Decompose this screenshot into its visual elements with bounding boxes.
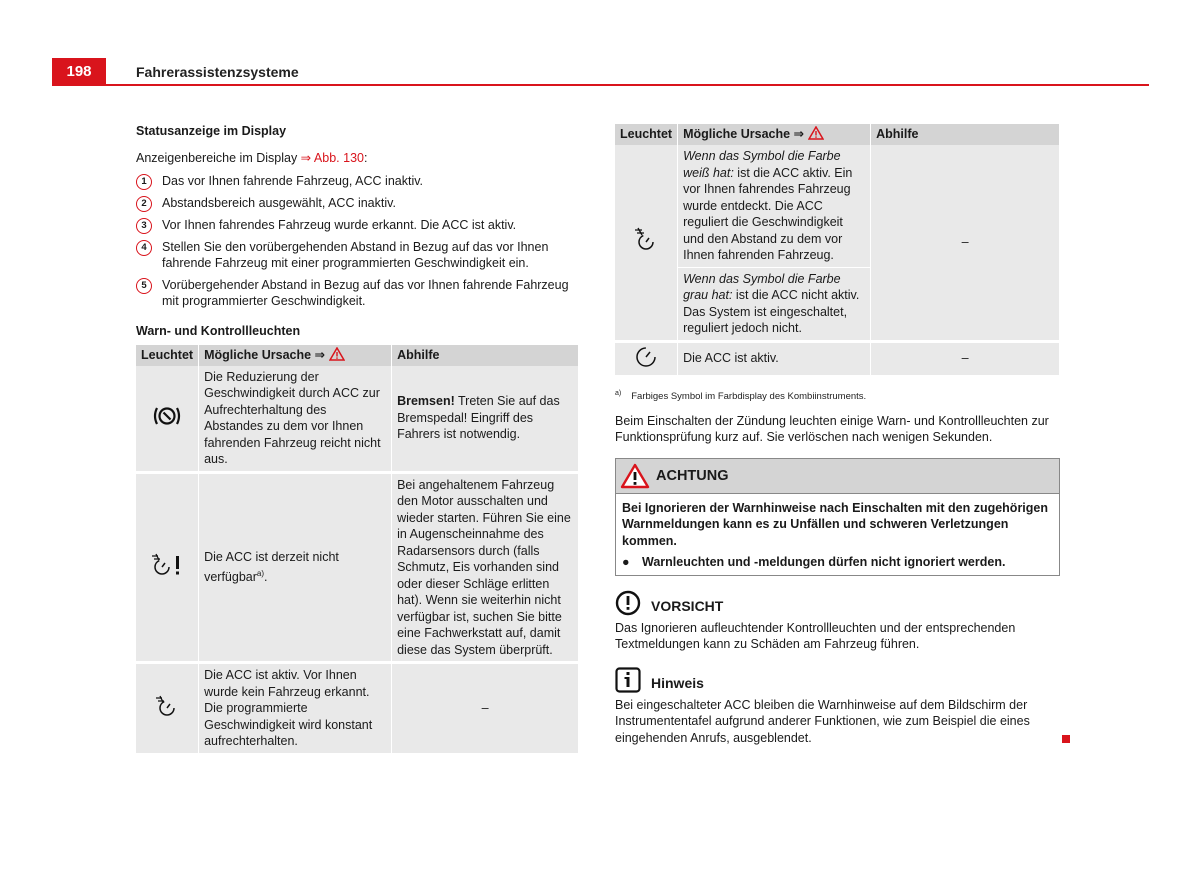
list-item: ● Warnleuchten und -meldungen dürfen nicht ignoriert werden. [622,555,1006,570]
icon-cell [136,663,199,755]
info-icon [615,667,641,693]
warn-lights-table [136,345,579,756]
achtung-box [615,458,1060,576]
column-header-ursache: Mögliche Ursache ⇒ [199,345,392,366]
display-intro: Anzeigenbereiche im Display ⇒ Abb. 130: [136,151,368,165]
warning-triangle-icon [808,126,824,140]
list-item: 1 Das vor Ihnen fahrende Fahrzeug, ACC inaktiv. [136,173,579,190]
footnote: $^{a)}$ Farbiges Symbol im Farbdisplay des Kombiinstruments. [615,389,867,402]
left-column [136,124,579,756]
table-row [136,472,579,663]
hinweis-title: Hinweis [651,674,704,691]
acc-brake-icon [152,404,182,428]
column-header-leuchtet: Leuchtet [615,124,678,145]
remedy-cell: Bremsen! Treten Sie auf das Bremspedal! Eingriff des Fahrers ist notwendig. [392,366,579,473]
icon-cell [615,341,678,376]
cause-cell: Die ACC ist aktiv. Vor Ihnen wurde kein Fahrzeug erkannt. Die programmierte Geschwindigkeit wird konstant aufrechterhalten. [199,663,392,755]
remedy-cell: – [392,663,579,755]
table-row [136,366,579,473]
page-number: 198 [52,58,106,86]
callout-number: 2 [136,196,152,212]
icon-cell [615,145,678,341]
hinweis-header [615,667,1060,693]
status-heading: Statusanzeige im Display [136,124,287,138]
list-item: 4 Stellen Sie den vorübergehenden Abstand in Bezug auf das vor Ihnen fahrende Fahrzeug mit einer programmierten Geschwindigkeit ein. [136,239,579,272]
vorsicht-header [615,590,1060,616]
status-lights-table [615,124,1060,378]
list-item: 2 Abstandsbereich ausgewählt, ACC inaktiv. [136,195,579,212]
vorsicht-body: Das Ignorieren aufleuchtender Kontrollleuchten und der entsprechenden Textmeldungen kann zu Schäden am Fahrzeug führen. [615,620,1016,652]
display-area-list [136,173,579,310]
acc-fault-icon [150,552,184,578]
remedy-cell: – [871,145,1060,341]
cause-cell: Die ACC ist aktiv. [678,341,871,376]
warning-triangle-icon [329,347,345,361]
right-column [615,124,1060,746]
cause-cell: Die Reduzierung der Geschwindigkeit durch ACC zur Aufrechterhaltung des Abstandes zu dem vor Ihnen fahrenden Fahrzeug reicht nicht aus. [199,366,392,473]
icon-cell [136,366,199,473]
callout-number: 1 [136,174,152,190]
section-title: Fahrerassistenzsysteme [136,64,299,80]
cause-cell: Die ACC ist derzeit nicht verfügbar$^{a)}$. [199,472,392,663]
ignition-text: Beim Einschalten der Zündung leuchten einige Warn- und Kontrollleuchten zur Funktionsprüfung kurz auf. Sie verlöschen nach wenigen Sekunden. [615,413,1049,445]
table-row [136,663,579,755]
callout-number: 5 [136,278,152,294]
exclamation-circle-icon [615,590,641,616]
achtung-title: ACHTUNG [656,467,729,484]
column-header-abhilfe: Abhilfe [871,124,1060,145]
remedy-cell: Bei angehaltenem Fahrzeug den Motor ausschalten und wieder starten. Führen Sie eine in Augenscheinnahme des Radarsensors durch (falls Schmutz, Eis vorhanden sind oder dieser Schläge erlitten hat). Wenn sie weiterhin nicht verfügbar ist, suchen Sie bitte eine Fachwerkstatt auf, damit diese das System überprüft. [392,472,579,663]
remedy-cell: – [871,341,1060,376]
cause-cell: Wenn das Symbol die Farbe weiß hat: ist die ACC aktiv. Ein vor Ihnen fahrendes Fahrzeug wurde entdeckt. Die ACC reguliert die Geschwindigkeit und den Abstand zu dem vor Ihnen fahrenden Fahrzeug. [678,145,871,267]
header-rule [106,84,1149,86]
acc-no-vehicle-icon [152,694,182,718]
list-item: 5 Vorübergehender Abstand in Bezug auf das vor Ihnen fahrende Fahrzeug mit programmierter Geschwindigkeit. [136,277,579,310]
table-row [615,145,1060,267]
callout-number: 3 [136,218,152,234]
list-item: 3 Vor Ihnen fahrendes Fahrzeug wurde erkannt. Die ACC ist aktiv. [136,217,579,234]
column-header-ursache: Mögliche Ursache ⇒ [678,124,871,145]
cause-cell: Wenn das Symbol die Farbe grau hat: ist die ACC nicht aktiv. Das System ist eingeschaltet, reguliert jedoch nicht. [678,267,871,341]
column-header-abhilfe: Abhilfe [392,345,579,366]
hinweis-body: Bei eingeschalteter ACC bleiben die Warnhinweise auf dem Bildschirm der Instrumententafel aufgrund anderer Funktionen, wie zum Beispiel die eines eingehenden Anrufs, ausgeblendet. [615,697,1030,745]
achtung-body: Bei Ignorieren der Warnhinweise nach Einschalten mit den zugehörigen Warnmeldungen kann es zu Unfällen und schweren Verletzungen kommen. ● Warnleuchten und -meldungen dürfen nicht ignoriert werden. [616,494,1059,575]
vorsicht-title: VORSICHT [651,597,724,614]
speedometer-icon [631,344,661,368]
warning-triangle-icon [620,463,650,489]
figure-reference-link[interactable]: ⇒ Abb. 130 [300,151,364,165]
callout-number: 4 [136,240,152,256]
icon-cell [136,472,199,663]
column-header-leuchtet: Leuchtet [136,345,199,366]
acc-vehicle-icon [631,227,661,253]
end-marker [1062,735,1070,743]
table-row [615,341,1060,376]
achtung-header [616,459,1059,494]
warn-lights-heading: Warn- und Kontrollleuchten [136,323,301,338]
